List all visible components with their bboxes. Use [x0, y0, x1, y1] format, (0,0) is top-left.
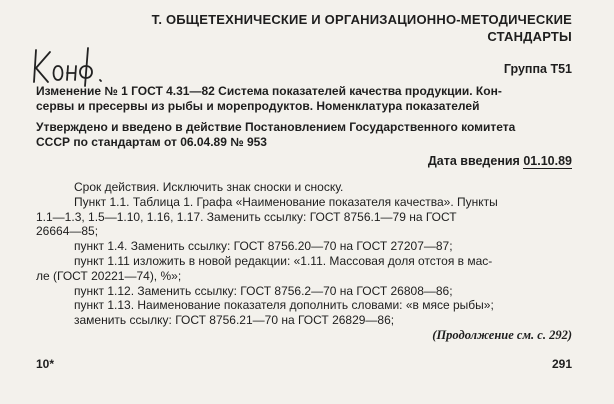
- approval-line: Утверждено и введено в действие Постановлением Государственного комитета: [36, 120, 516, 134]
- footer-mark: 10*: [36, 357, 55, 371]
- section-title: Т. ОБЩЕТЕХНИЧЕСКИЕ И ОРГАНИЗАЦИОННО-МЕТОДИЧЕСКИЕ: [151, 12, 572, 27]
- introduction-date: [428, 154, 572, 168]
- introduction-date-value: 01.10.89: [523, 154, 572, 168]
- document-body: [36, 180, 580, 328]
- body-line: пункт 1.4. Заменить ссылку: ГОСТ 8756.20—70 на ГОСТ 27207—87;: [74, 239, 453, 254]
- body-line: 1.1—1.3, 1.5—1.10, 1.16, 1.17. Заменить ссылку: ГОСТ 8756.1—79 на ГОСТ: [36, 209, 457, 224]
- body-line: заменить ссылку: ГОСТ 8756.21—70 на ГОСТ 26829—86;: [74, 313, 395, 328]
- introduction-date-label: Дата введения: [427, 154, 524, 168]
- page-number: 291: [551, 357, 572, 371]
- body-line: пункт 1.13. Наименование показателя дополнить словами: «в мясе рыбы»;: [74, 298, 494, 313]
- approval-statement: [36, 120, 576, 150]
- body-line: пункт 1.12. Заменить ссылку: ГОСТ 8756.2—70 на ГОСТ 26808—86;: [74, 283, 453, 298]
- continuation-note: (Продолжение см. с. 292): [432, 328, 572, 342]
- body-line: ле (ГОСТ 20221—74), %»;: [36, 268, 182, 283]
- handwritten-note: [30, 36, 110, 88]
- body-line: Срок действия. Исключить знак сноски и сноску.: [74, 180, 344, 194]
- body-line: Пункт 1.1. Таблица 1. Графа «Наименование показателя качества». Пункты: [74, 194, 498, 209]
- body-line: 26664—85;: [36, 224, 99, 239]
- body-line: пункт 1.11 изложить в новой редакции: «1.11. Массовая доля отстоя в мас-: [74, 253, 493, 268]
- approval-line: СССР по стандартам от 06.04.89 № 953: [36, 135, 267, 149]
- group-label: Группа Т51: [503, 62, 572, 76]
- change-title-line: Изменение № 1 ГОСТ 4.31—82 Система показателей качества продукции. Кон-: [36, 84, 502, 98]
- change-title-line: сервы и пресервы из рыбы и морепродуктов. Номенклатура показателей: [36, 99, 480, 113]
- change-title: [36, 84, 576, 114]
- section-title-continuation: СТАНДАРТЫ: [487, 29, 572, 44]
